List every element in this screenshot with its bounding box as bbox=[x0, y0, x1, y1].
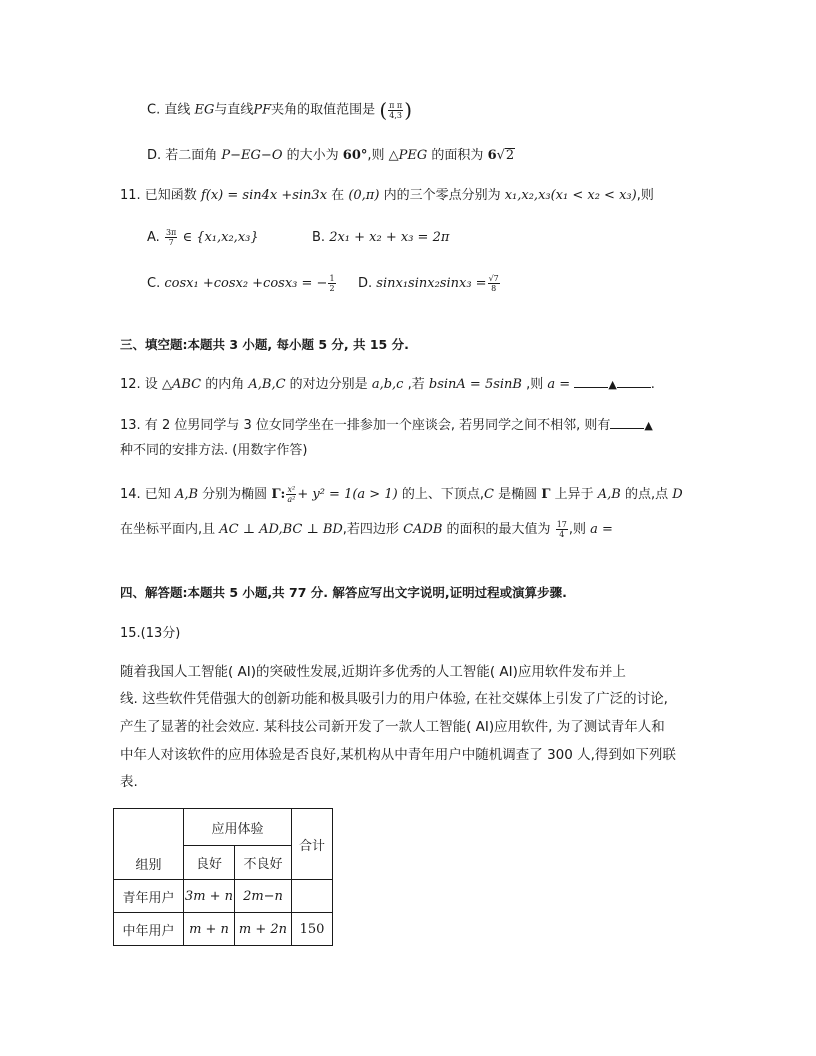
q10-option-d bbox=[147, 146, 515, 166]
q14-ell-den: a² bbox=[287, 495, 296, 504]
q10-c-range-frac bbox=[388, 101, 403, 120]
q13-line1 bbox=[120, 414, 653, 436]
q10-d-value: 60° bbox=[342, 148, 368, 163]
q11-mid: 在 bbox=[331, 188, 345, 203]
q12-mid1: 的内角 bbox=[205, 377, 245, 392]
q11-b-label: B. bbox=[312, 230, 326, 245]
q11-option-c bbox=[147, 274, 337, 294]
q11-a-frac bbox=[165, 228, 177, 247]
section4-heading: 四、解答题:本题共 5 小题,共 77 分. 解答应写出文字说明,证明过程或演算步骤. bbox=[120, 585, 567, 600]
q15-para-line1: 随着我国人工智能( AI)的突破性发展,近期许多优秀的人工智能( AI)应用软件发布并上 bbox=[120, 664, 626, 680]
row-group: 青年用户 bbox=[114, 880, 184, 913]
q10-c-eg: EG bbox=[194, 102, 215, 118]
q11-c-num: 1 bbox=[329, 274, 335, 283]
q11-d-frac bbox=[488, 274, 500, 293]
q10-d-mid: 的大小为 bbox=[286, 148, 339, 163]
q14-ell-frac bbox=[286, 485, 296, 504]
q11-d-den: 8 bbox=[491, 284, 497, 293]
q11-c-den: 2 bbox=[329, 284, 335, 293]
table-row bbox=[114, 913, 333, 946]
q11-func: f(x) = sin4x +sin3x bbox=[200, 188, 328, 203]
q14-max-den: 4 bbox=[559, 530, 565, 539]
header-total: 合计 bbox=[292, 809, 333, 880]
q10-d-angle: P−EG−O bbox=[221, 148, 283, 163]
q14-ell-num: x² bbox=[287, 485, 296, 494]
q14-max-num: 17 bbox=[556, 520, 567, 529]
section3-heading: 三、填空题:本题共 3 小题, 每小题 5 分, 共 15 分. bbox=[120, 337, 409, 352]
q11-mid2: 内的三个零点分别为 bbox=[383, 188, 501, 203]
q14-l2-prefix: 在坐标平面内,且 bbox=[120, 522, 216, 537]
q15-para-line2: 线. 这些软件凭借强大的创新功能和极具吸引力的用户体验, 在社交媒体上引发了广泛的讨论, bbox=[120, 691, 668, 707]
row-bad: m + 2n bbox=[235, 913, 292, 946]
q11-a-rest: ∈ {x₁,x₂,x₃} bbox=[182, 230, 259, 245]
row-total: 150 bbox=[292, 913, 333, 946]
q13-blank bbox=[610, 414, 644, 429]
q11-prefix: 11. 已知函数 bbox=[120, 188, 197, 203]
q10-option-c bbox=[147, 100, 412, 121]
q10-c-mid: 与直线 bbox=[214, 102, 254, 118]
q11-c-label: C. bbox=[147, 276, 161, 291]
q10-d-area-coef: 6 bbox=[487, 148, 497, 163]
q12-blank-right bbox=[617, 373, 651, 388]
q11-interval: (0,π) bbox=[348, 188, 380, 203]
row-good: 3m + n bbox=[184, 880, 235, 913]
q14-ell-rest: + y² = 1(a > 1) bbox=[297, 487, 398, 502]
q11-d-expr: sinx₁sinx₂sinx₃ = bbox=[376, 276, 487, 291]
q14-mid1: 分别为椭圆 bbox=[202, 487, 268, 502]
q11-a-num: 3π bbox=[165, 228, 177, 237]
q10-d-tri: PEG bbox=[398, 148, 428, 163]
header-experience: 应用体验 bbox=[184, 809, 292, 846]
q14-quad: CADB bbox=[403, 522, 443, 537]
q11-d-num: √7 bbox=[488, 274, 499, 283]
q10-c-paren-close: ) bbox=[404, 98, 412, 122]
q13-marker: ▲ bbox=[644, 419, 653, 432]
q13-line2: 种不同的安排方法. (用数字作答) bbox=[120, 443, 308, 458]
q14-l2-mid: ,若四边形 bbox=[342, 522, 399, 537]
q14-ab: A,B bbox=[174, 487, 199, 502]
q14-perp: AC ⊥ AD,BC ⊥ BD bbox=[219, 522, 343, 537]
q11-a-label: A. bbox=[147, 230, 160, 245]
q12-end: . bbox=[650, 377, 655, 392]
q14-mid3: 是椭圆 bbox=[498, 487, 538, 502]
q11-c-expr: cosx₁ +cosx₂ +cosx₃ = − bbox=[164, 276, 328, 291]
q14-prefix: 14. 已知 bbox=[120, 487, 171, 502]
q12-prefix: 12. 设 △ bbox=[120, 377, 172, 392]
q10-c-pf: PF bbox=[253, 102, 272, 118]
q11-stem bbox=[120, 186, 654, 206]
q11-a-den: 7 bbox=[168, 238, 174, 247]
q10-c-paren-open: ( bbox=[379, 98, 388, 122]
q10-d-prefix: D. 若二面角 bbox=[147, 148, 218, 163]
row-good: m + n bbox=[184, 913, 235, 946]
q10-d-area-rad: 2 bbox=[505, 148, 515, 163]
q14-mid2: 的上、下顶点, bbox=[401, 487, 484, 502]
q12-blank-left bbox=[574, 373, 608, 388]
q14-c: C bbox=[483, 487, 494, 502]
q13-text1: 13. 有 2 位男同学与 3 位女同学坐在一排参加一个座谈会, 若男同学之间不相邻, 则有 bbox=[120, 418, 611, 433]
q14-line1 bbox=[120, 485, 683, 505]
q11-option-d bbox=[358, 274, 501, 294]
q15-label: 15.(13分) bbox=[120, 626, 181, 641]
q12-sides: a,b,c bbox=[371, 377, 404, 392]
q14-max-frac bbox=[556, 520, 568, 539]
q10-c-range-num: π π bbox=[389, 100, 403, 110]
q14-line2 bbox=[120, 520, 613, 540]
q14-l2-suffix: ,则 bbox=[568, 522, 587, 537]
q12-marker: ▲ bbox=[608, 378, 617, 391]
row-total bbox=[292, 880, 333, 913]
q11-option-b bbox=[312, 228, 449, 248]
q12-line bbox=[120, 373, 655, 395]
header-good: 良好 bbox=[184, 846, 235, 880]
contingency-table bbox=[113, 808, 333, 946]
q15-para-line5: 表. bbox=[120, 774, 138, 790]
q14-d: D bbox=[672, 487, 683, 502]
q14-ab2: A,B bbox=[597, 487, 621, 502]
table-row bbox=[114, 880, 333, 913]
q12-cond: bsinA = 5sinB bbox=[428, 377, 522, 392]
q10-c-prefix: C. 直线 bbox=[147, 102, 191, 118]
q14-l2-mid2: 的面积的最大值为 bbox=[446, 522, 551, 537]
q10-c-range-den: 4,3 bbox=[389, 110, 403, 120]
q14-ask: a = bbox=[590, 522, 613, 537]
q10-d-sqrt-sign: √ bbox=[496, 148, 505, 163]
q11-option-a bbox=[147, 228, 259, 248]
q15-para-line4: 中年人对该软件的应用体验是否良好,某机构从中青年用户中随机调查了 300 人,得到如下列联 bbox=[120, 747, 676, 763]
header-group: 组别 bbox=[114, 809, 184, 880]
header-bad: 不良好 bbox=[235, 846, 292, 880]
row-group: 中年用户 bbox=[114, 913, 184, 946]
q12-angles: A,B,C bbox=[248, 377, 286, 392]
q10-d-suffix: 的面积为 bbox=[431, 148, 484, 163]
row-bad: 2m−n bbox=[235, 880, 292, 913]
q11-c-frac bbox=[328, 274, 335, 293]
q12-mid2: 的对边分别是 bbox=[289, 377, 368, 392]
q11-d-label: D. bbox=[358, 276, 373, 291]
q14-gamma: Γ: bbox=[271, 487, 286, 502]
q12-mid3: ,若 bbox=[407, 377, 425, 392]
q15-para-line3: 产生了显著的社会效应. 某科技公司新开发了一款人工智能( AI)应用软件, 为了测试青年人和 bbox=[120, 719, 665, 735]
q14-mid4: 上异于 bbox=[554, 487, 594, 502]
q12-mid4: ,则 bbox=[526, 377, 544, 392]
q10-c-suffix: 夹角的取值范围是 bbox=[271, 102, 376, 118]
q14-mid5: 的点,点 bbox=[624, 487, 669, 502]
q10-d-mid2: ,则 △ bbox=[367, 148, 399, 163]
q12-tri: ABC bbox=[171, 377, 202, 392]
q14-gamma2: Γ bbox=[541, 487, 551, 502]
q11-zeros: x₁,x₂,x₃(x₁ < x₂ < x₃) bbox=[504, 188, 637, 203]
q11-suffix: ,则 bbox=[636, 188, 654, 203]
q12-ask: a = bbox=[547, 377, 571, 392]
q11-b-expr: 2x₁ + x₂ + x₃ = 2π bbox=[329, 230, 450, 245]
